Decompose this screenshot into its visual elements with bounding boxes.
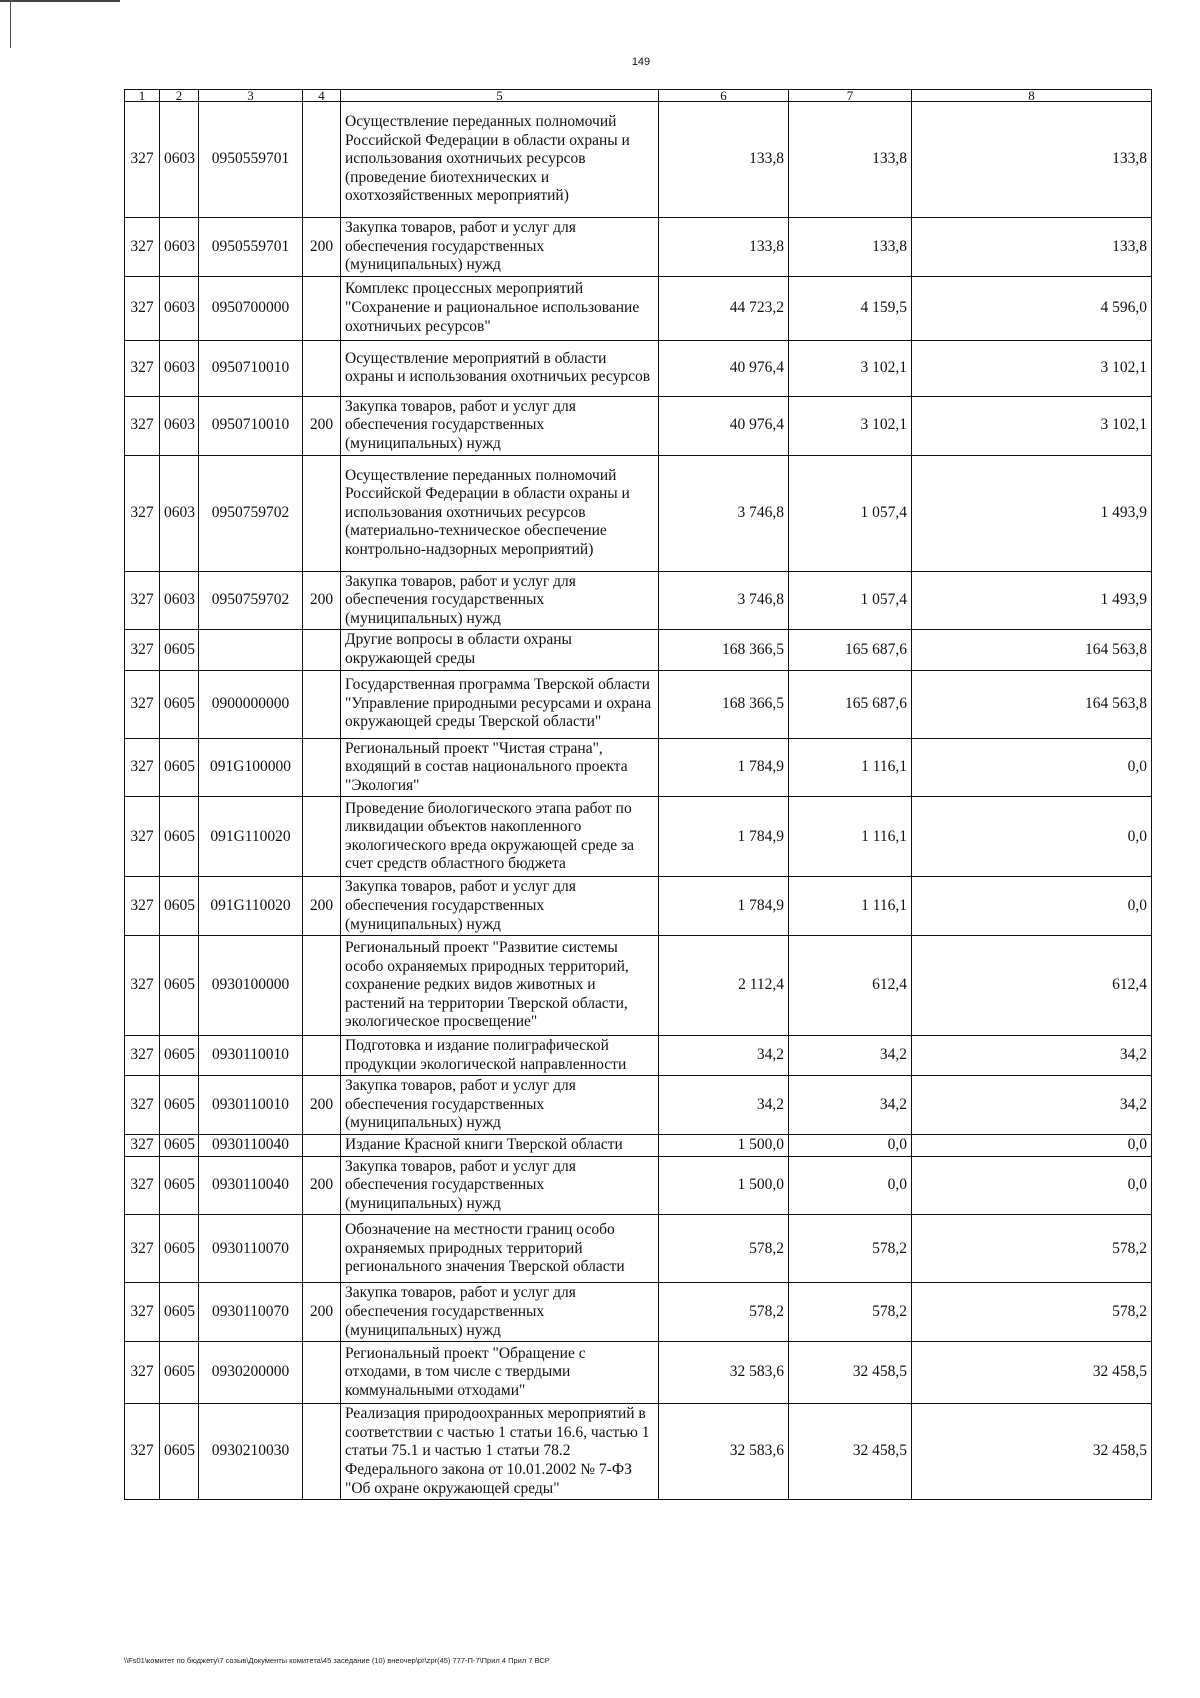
table-row [125,1283,1152,1342]
description-cell: Закупка товаров, работ и услуг для обеспечения государственных (муниципальных) нужд [341,571,659,630]
admin-code-cell: 327 [125,1156,160,1215]
table-row [125,1215,1152,1283]
description-cell: Осуществление переданных полномочий Российской Федерации в области охраны и использования охотничьих ресурсов (проведение биотехнических и охотхозяйственных мероприятий) [341,102,659,218]
description-cell: Комплекс процессных мероприятий "Сохранение и рациональное использование охотничьих ресурсов" [341,276,659,340]
footer-file-path: \\Fs01\комитет по бюджету\7 созыв\Документы комитета\45 заседание (10) внеочер\pr\zpr(45) 777-П-7\Прил 4 Прил 7 ВСР [124,1656,550,1665]
description-cell: Закупка товаров, работ и услуг для обеспечения государственных (муниципальных) нужд [341,1076,659,1135]
amount-year2-cell: 165 687,6 [789,670,912,738]
amount-year1-cell: 1 500,0 [659,1156,789,1215]
expense-type-cell [303,1215,341,1283]
amount-year1-cell: 1 784,9 [659,738,789,797]
section-code-cell: 0605 [160,630,199,670]
amount-year2-cell: 32 458,5 [789,1404,912,1500]
expense-type-cell: 200 [303,396,341,455]
column-header: 2 [160,90,199,102]
description-cell: Закупка товаров, работ и услуг для обеспечения государственных (муниципальных) нужд [341,396,659,455]
table-row [125,1404,1152,1500]
target-article-cell: 0950710010 [199,340,303,396]
budget-table [124,89,1152,1500]
expense-type-cell [303,936,341,1036]
expense-type-cell [303,1404,341,1500]
target-article-cell: 0950759702 [199,571,303,630]
target-article-cell: 0930200000 [199,1342,303,1404]
section-code-cell: 0605 [160,1036,199,1076]
admin-code-cell: 327 [125,1135,160,1157]
expense-type-cell [303,1036,341,1076]
section-code-cell: 0605 [160,1215,199,1283]
admin-code-cell: 327 [125,1036,160,1076]
admin-code-cell: 327 [125,1283,160,1342]
admin-code-cell: 327 [125,571,160,630]
amount-year3-cell: 0,0 [912,1156,1152,1215]
expense-type-cell [303,1135,341,1157]
section-code-cell: 0605 [160,877,199,936]
target-article-cell: 0950559701 [199,102,303,218]
description-cell: Реализация природоохранных мероприятий в соответствии с частью 1 статьи 16.6, частью 1 статьи 75.1 и частью 1 статьи 78.2 Федерального закона от 10.01.2002 № 7-ФЗ "Об охране окружающей среды" [341,1404,659,1500]
table-row [125,797,1152,877]
admin-code-cell: 327 [125,396,160,455]
description-cell: Обозначение на местности границ особо охраняемых природных территорий регионального значения Тверской области [341,1215,659,1283]
expense-type-cell [303,670,341,738]
target-article-cell: 0950700000 [199,276,303,340]
column-header: 8 [912,90,1152,102]
section-code-cell: 0603 [160,340,199,396]
amount-year1-cell: 32 583,6 [659,1404,789,1500]
column-header: 6 [659,90,789,102]
target-article-cell [199,630,303,670]
admin-code-cell: 327 [125,1404,160,1500]
amount-year1-cell: 133,8 [659,102,789,218]
expense-type-cell [303,340,341,396]
amount-year1-cell: 578,2 [659,1283,789,1342]
amount-year3-cell: 133,8 [912,218,1152,277]
scan-artifact-line [0,0,120,6]
amount-year3-cell: 3 102,1 [912,340,1152,396]
expense-type-cell: 200 [303,1156,341,1215]
table-row [125,670,1152,738]
expense-type-cell [303,102,341,218]
description-cell: Региональный проект "Чистая страна", входящий в состав национального проекта "Экология" [341,738,659,797]
table-row [125,455,1152,571]
table-row [125,1135,1152,1157]
amount-year1-cell: 3 746,8 [659,455,789,571]
scan-artifact-edge [10,0,11,48]
amount-year1-cell: 44 723,2 [659,276,789,340]
expense-type-cell: 200 [303,571,341,630]
column-header: 1 [125,90,160,102]
amount-year2-cell: 0,0 [789,1156,912,1215]
description-cell: Государственная программа Тверской области "Управление природными ресурсами и охрана окружающей среды Тверской области" [341,670,659,738]
amount-year3-cell: 578,2 [912,1283,1152,1342]
amount-year3-cell: 0,0 [912,797,1152,877]
amount-year1-cell: 168 366,5 [659,630,789,670]
target-article-cell: 0930210030 [199,1404,303,1500]
admin-code-cell: 327 [125,877,160,936]
amount-year1-cell: 1 784,9 [659,797,789,877]
column-header: 4 [303,90,341,102]
table-row [125,1156,1152,1215]
expense-type-cell [303,630,341,670]
amount-year3-cell: 34,2 [912,1036,1152,1076]
target-article-cell: 0930110070 [199,1283,303,1342]
target-article-cell: 0930110040 [199,1135,303,1157]
amount-year3-cell: 133,8 [912,102,1152,218]
table-row [125,276,1152,340]
amount-year3-cell: 164 563,8 [912,630,1152,670]
section-code-cell: 0605 [160,1076,199,1135]
target-article-cell: 0930110010 [199,1036,303,1076]
amount-year1-cell: 40 976,4 [659,396,789,455]
admin-code-cell: 327 [125,670,160,738]
amount-year3-cell: 0,0 [912,738,1152,797]
amount-year1-cell: 1 784,9 [659,877,789,936]
table-row [125,936,1152,1036]
section-code-cell: 0605 [160,1342,199,1404]
admin-code-cell: 327 [125,738,160,797]
target-article-cell: 0900000000 [199,670,303,738]
target-article-cell: 0950759702 [199,455,303,571]
admin-code-cell: 327 [125,936,160,1036]
table-row [125,877,1152,936]
target-article-cell: 091G110020 [199,797,303,877]
description-cell: Закупка товаров, работ и услуг для обеспечения государственных (муниципальных) нужд [341,218,659,277]
amount-year3-cell: 34,2 [912,1076,1152,1135]
amount-year3-cell: 32 458,5 [912,1404,1152,1500]
amount-year3-cell: 164 563,8 [912,670,1152,738]
amount-year2-cell: 1 057,4 [789,455,912,571]
expense-type-cell [303,738,341,797]
description-cell: Закупка товаров, работ и услуг для обеспечения государственных (муниципальных) нужд [341,1283,659,1342]
expense-type-cell: 200 [303,1076,341,1135]
amount-year2-cell: 3 102,1 [789,396,912,455]
section-code-cell: 0603 [160,571,199,630]
table-row [125,396,1152,455]
admin-code-cell: 327 [125,1215,160,1283]
amount-year2-cell: 34,2 [789,1076,912,1135]
amount-year2-cell: 133,8 [789,218,912,277]
table-body [125,102,1152,1500]
amount-year3-cell: 0,0 [912,877,1152,936]
admin-code-cell: 327 [125,1076,160,1135]
section-code-cell: 0603 [160,455,199,571]
description-cell: Проведение биологического этапа работ по ликвидации объектов накопленного экологического вреда окружающей среде за счет средств областного бюджета [341,797,659,877]
column-header: 3 [199,90,303,102]
column-header: 5 [341,90,659,102]
amount-year3-cell: 4 596,0 [912,276,1152,340]
admin-code-cell: 327 [125,1342,160,1404]
description-cell: Осуществление мероприятий в области охраны и использования охотничьих ресурсов [341,340,659,396]
description-cell: Осуществление переданных полномочий Российской Федерации в области охраны и использования охотничьих ресурсов (материально-техническое обеспечение контрольно-надзорных мероприятий) [341,455,659,571]
target-article-cell: 0930110040 [199,1156,303,1215]
description-cell: Подготовка и издание полиграфической продукции экологической направленности [341,1036,659,1076]
page-number: 149 [631,56,651,68]
table-row [125,1076,1152,1135]
table-row [125,102,1152,218]
amount-year1-cell: 34,2 [659,1036,789,1076]
amount-year1-cell: 168 366,5 [659,670,789,738]
amount-year1-cell: 2 112,4 [659,936,789,1036]
expense-type-cell [303,276,341,340]
table-row [125,738,1152,797]
expense-type-cell: 200 [303,1283,341,1342]
description-cell: Закупка товаров, работ и услуг для обеспечения государственных (муниципальных) нужд [341,1156,659,1215]
target-article-cell: 091G100000 [199,738,303,797]
table-row [125,218,1152,277]
amount-year2-cell: 612,4 [789,936,912,1036]
column-number-row [125,90,1152,102]
target-article-cell: 0930100000 [199,936,303,1036]
admin-code-cell: 327 [125,455,160,571]
section-code-cell: 0605 [160,797,199,877]
admin-code-cell: 327 [125,102,160,218]
amount-year2-cell: 578,2 [789,1283,912,1342]
section-code-cell: 0605 [160,738,199,797]
section-code-cell: 0603 [160,396,199,455]
amount-year2-cell: 1 116,1 [789,797,912,877]
section-code-cell: 0605 [160,936,199,1036]
admin-code-cell: 327 [125,276,160,340]
amount-year3-cell: 578,2 [912,1215,1152,1283]
expense-type-cell [303,455,341,571]
admin-code-cell: 327 [125,340,160,396]
amount-year2-cell: 3 102,1 [789,340,912,396]
description-cell: Другие вопросы в области охраны окружающей среды [341,630,659,670]
section-code-cell: 0603 [160,276,199,340]
table-row [125,571,1152,630]
expense-type-cell [303,1342,341,1404]
amount-year1-cell: 3 746,8 [659,571,789,630]
description-cell: Региональный проект "Обращение с отходами, в том числе с твердыми коммунальными отходами" [341,1342,659,1404]
description-cell: Региональный проект "Развитие системы особо охраняемых природных территорий, сохранение редких видов животных и растений на территории Тверской области, экологическое просвещение" [341,936,659,1036]
admin-code-cell: 327 [125,797,160,877]
amount-year2-cell: 133,8 [789,102,912,218]
amount-year1-cell: 34,2 [659,1076,789,1135]
section-code-cell: 0605 [160,1283,199,1342]
admin-code-cell: 327 [125,630,160,670]
table-row [125,1342,1152,1404]
section-code-cell: 0603 [160,218,199,277]
amount-year3-cell: 3 102,1 [912,396,1152,455]
amount-year2-cell: 32 458,5 [789,1342,912,1404]
expense-type-cell: 200 [303,218,341,277]
amount-year1-cell: 32 583,6 [659,1342,789,1404]
amount-year3-cell: 612,4 [912,936,1152,1036]
target-article-cell: 0930110070 [199,1215,303,1283]
admin-code-cell: 327 [125,218,160,277]
amount-year3-cell: 32 458,5 [912,1342,1152,1404]
amount-year3-cell: 1 493,9 [912,571,1152,630]
description-cell: Издание Красной книги Тверской области [341,1135,659,1157]
table-row [125,1036,1152,1076]
description-cell: Закупка товаров, работ и услуг для обеспечения государственных (муниципальных) нужд [341,877,659,936]
amount-year2-cell: 1 057,4 [789,571,912,630]
amount-year2-cell: 578,2 [789,1215,912,1283]
section-code-cell: 0605 [160,1135,199,1157]
target-article-cell: 091G110020 [199,877,303,936]
amount-year1-cell: 1 500,0 [659,1135,789,1157]
amount-year2-cell: 1 116,1 [789,738,912,797]
amount-year2-cell: 165 687,6 [789,630,912,670]
amount-year3-cell: 1 493,9 [912,455,1152,571]
amount-year1-cell: 133,8 [659,218,789,277]
target-article-cell: 0950710010 [199,396,303,455]
amount-year1-cell: 40 976,4 [659,340,789,396]
expense-type-cell [303,797,341,877]
amount-year1-cell: 578,2 [659,1215,789,1283]
section-code-cell: 0605 [160,1156,199,1215]
amount-year2-cell: 34,2 [789,1036,912,1076]
table-row [125,630,1152,670]
table-row [125,340,1152,396]
column-header: 7 [789,90,912,102]
amount-year2-cell: 4 159,5 [789,276,912,340]
target-article-cell: 0930110010 [199,1076,303,1135]
section-code-cell: 0605 [160,670,199,738]
amount-year3-cell: 0,0 [912,1135,1152,1157]
section-code-cell: 0605 [160,1404,199,1500]
amount-year2-cell: 1 116,1 [789,877,912,936]
target-article-cell: 0950559701 [199,218,303,277]
section-code-cell: 0603 [160,102,199,218]
expense-type-cell: 200 [303,877,341,936]
amount-year2-cell: 0,0 [789,1135,912,1157]
